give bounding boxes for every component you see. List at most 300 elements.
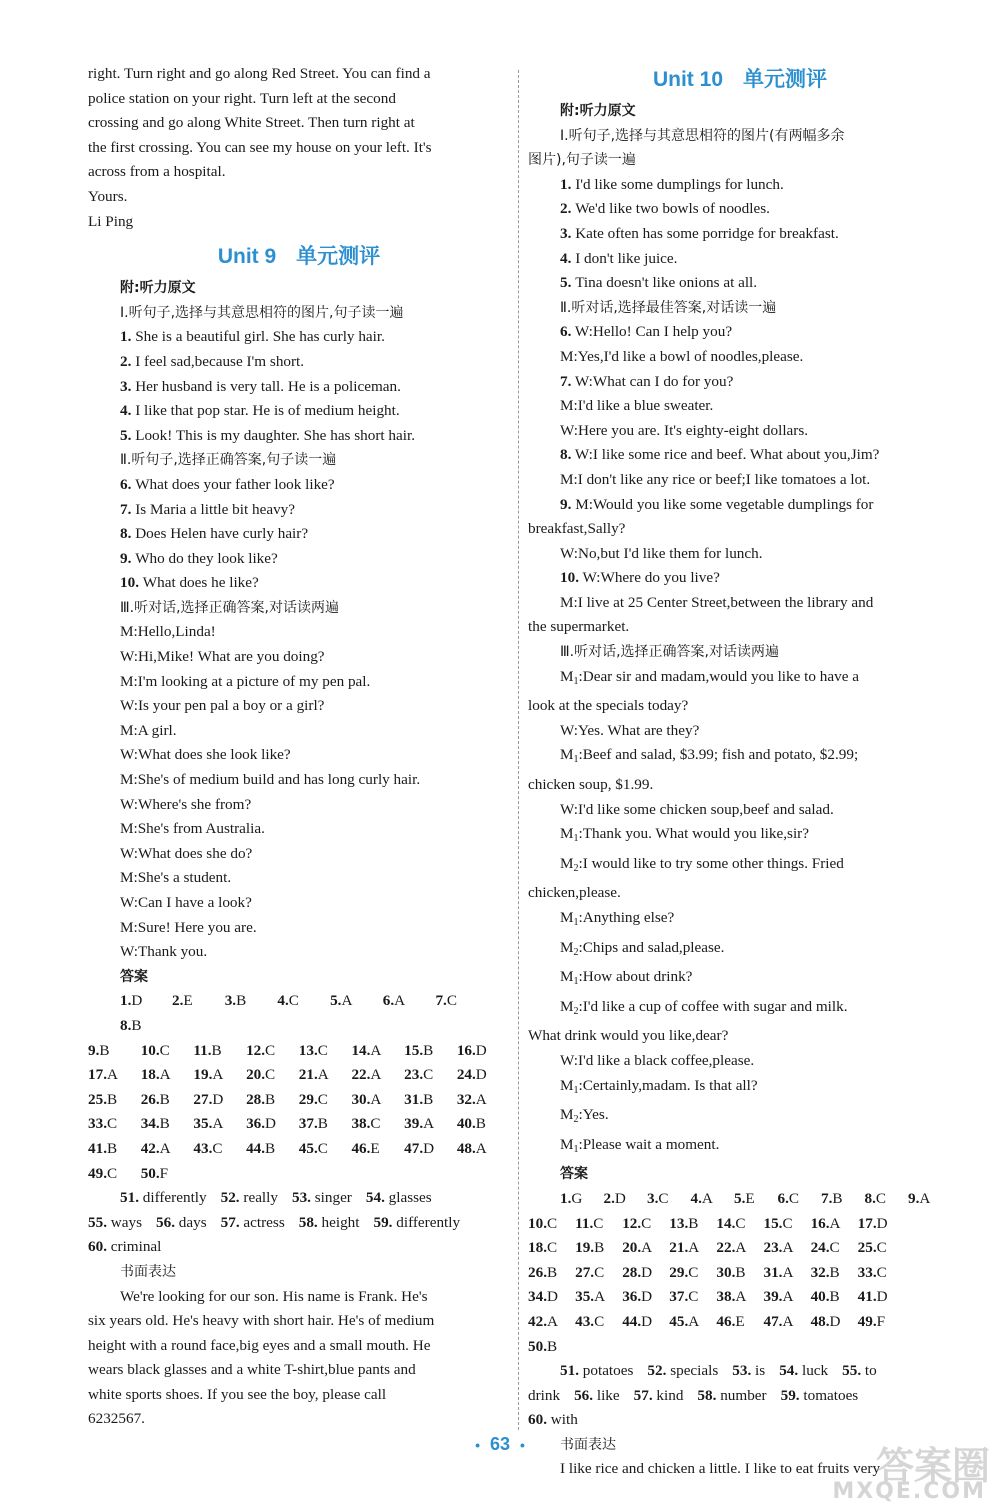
fill-number: 56.	[156, 1213, 179, 1231]
answer-item	[88, 1088, 141, 1113]
fill-word: specials	[670, 1362, 719, 1380]
answer-number: 25.	[88, 1090, 107, 1108]
sentence-item	[88, 547, 510, 572]
letter-line: across from a hospital.	[88, 163, 226, 181]
answer-number: 36.	[622, 1288, 642, 1306]
answer-item	[716, 1261, 763, 1286]
section-2-items	[88, 473, 510, 596]
answer-item	[457, 1063, 510, 1088]
item-number: 2.	[560, 200, 576, 218]
answer-letter: C	[546, 1214, 558, 1232]
answer-number: 3.	[224, 992, 237, 1010]
answer-letter: E	[735, 1312, 745, 1330]
answer-number: 3.	[647, 1189, 659, 1207]
fill-word: drink	[528, 1386, 561, 1404]
answer-item	[778, 1187, 822, 1212]
letter-closing: Yours.	[88, 187, 128, 205]
fill-word: height	[321, 1213, 360, 1231]
answer-item	[865, 1187, 909, 1212]
writing-heading: 书面表达	[120, 1263, 176, 1280]
dialogue-line: M:Yes,I'd like a bowl of noodles,please.	[560, 347, 804, 365]
item-number: 3.	[560, 224, 576, 242]
answer-letter: A	[919, 1189, 931, 1207]
answer-number: 50.	[140, 1164, 160, 1182]
answer-row	[88, 989, 510, 1038]
answer-item	[669, 1212, 716, 1237]
fill-item	[647, 1359, 718, 1384]
answer-number: 44.	[246, 1139, 266, 1157]
item-text: W:What can I do for you?	[571, 372, 734, 390]
section-3-heading: Ⅲ.听对话,选择正确答案,对话读两遍	[560, 644, 780, 661]
answer-number: 29.	[669, 1263, 689, 1281]
answer-letter: E	[745, 1189, 755, 1207]
item-number: 1.	[560, 175, 576, 193]
fill-word: ways	[110, 1213, 142, 1231]
answer-item	[858, 1261, 905, 1286]
fill-row	[528, 1359, 952, 1384]
answers-heading: 答案	[560, 1166, 588, 1183]
answer-item	[299, 1137, 352, 1162]
answer-item	[277, 989, 330, 1014]
dialogue-line: W:Thank you.	[120, 943, 208, 961]
dialogue-line	[528, 665, 952, 695]
answer-number: 33.	[88, 1115, 107, 1133]
fill-number: 55.	[842, 1362, 865, 1380]
sentence-item	[528, 247, 952, 272]
answer-letter: B	[829, 1288, 840, 1306]
item-text: Does Helen have curly hair?	[135, 525, 309, 543]
answer-letter: D	[641, 1288, 653, 1306]
answer-letter: C	[265, 1041, 276, 1059]
item-number: 7.	[560, 372, 572, 390]
answer-item	[351, 1112, 404, 1137]
answer-item	[811, 1236, 858, 1261]
answer-number: 26.	[140, 1090, 160, 1108]
answer-row	[528, 1310, 952, 1335]
answer-letter: D	[423, 1139, 435, 1157]
answer-item	[858, 1236, 905, 1261]
answer-item	[404, 1112, 457, 1137]
answer-row	[528, 1236, 952, 1261]
unit10-title: Unit 10 单元测评	[652, 68, 827, 91]
answer-item	[246, 1088, 299, 1113]
dialogue-line	[528, 566, 952, 591]
answer-letter: C	[288, 992, 299, 1010]
answer-letter: A	[735, 1288, 747, 1306]
answer-letter: C	[106, 1115, 118, 1133]
writing-paragraph	[88, 1285, 510, 1433]
section-1-heading: Ⅰ.听句子,选择与其意思相符的图片(有两幅多余	[560, 127, 845, 144]
answer-number: 47.	[404, 1139, 424, 1157]
fill-number: 52.	[647, 1362, 671, 1380]
item-number: 5.	[120, 426, 136, 444]
writing-line: white sports shoes. If you see the boy, please call	[88, 1385, 387, 1403]
answer-item	[716, 1285, 763, 1310]
fill-number: 52.	[220, 1189, 244, 1207]
answer-number: 43.	[575, 1312, 595, 1330]
answer-number: 48.	[456, 1139, 476, 1157]
answer-item	[622, 1285, 669, 1310]
answer-number: 30.	[716, 1263, 736, 1281]
answer-letter: B	[131, 1016, 142, 1034]
answers-grid	[88, 989, 510, 1186]
answer-number: 24.	[810, 1239, 830, 1257]
answer-number: 38.	[716, 1288, 736, 1306]
sentence-item	[528, 173, 952, 198]
dialogue-line	[528, 936, 952, 966]
dialogue-text: $M_2:I$ would like to try some other things. Fried	[560, 854, 844, 874]
answer-letter: A	[212, 1115, 224, 1133]
page-number: • 63 •	[475, 1434, 525, 1454]
item-text: Her husband is very tall. He is a policeman.	[135, 377, 401, 395]
answer-letter: C	[788, 1189, 800, 1207]
answer-letter: B	[546, 1263, 558, 1281]
answer-item	[383, 989, 436, 1014]
answer-letter: A	[212, 1066, 224, 1084]
fill-item	[842, 1359, 877, 1384]
fill-number: 58.	[697, 1386, 721, 1404]
answer-item	[225, 989, 278, 1014]
fill-word: with	[550, 1411, 578, 1429]
fill-row	[88, 1186, 510, 1211]
answer-letter: B	[106, 1139, 118, 1157]
dialogue-line	[528, 881, 952, 906]
answer-number: 5.	[734, 1189, 746, 1207]
answer-letter: C	[735, 1214, 746, 1232]
answer-number: 39.	[763, 1288, 783, 1306]
answer-item	[141, 1162, 194, 1187]
answer-letter: D	[641, 1312, 653, 1330]
section-2-dialogues	[528, 320, 952, 640]
dialogue-line: M:I'm looking at a picture of my pen pal.	[120, 672, 371, 690]
answer-number: 48.	[810, 1312, 830, 1330]
item-text: I don't like juice.	[575, 249, 678, 267]
answer-number: 2.	[172, 992, 184, 1010]
answer-letter: A	[317, 1066, 329, 1084]
writing-line: wears black glasses and a white T-shirt,blue pants and	[88, 1361, 416, 1379]
answer-item	[763, 1285, 810, 1310]
answer-letter: B	[317, 1115, 328, 1133]
fill-word: differently	[142, 1189, 207, 1207]
item-number: 7.	[120, 500, 136, 518]
answer-number: 7.	[435, 992, 447, 1010]
item-number: 9.	[560, 495, 572, 513]
fill-item	[88, 1235, 161, 1260]
dialogue-line	[528, 822, 952, 852]
dialogue-text: $M_1:Beef$ and salad, $3.99; fish and potato, $2.99;	[560, 746, 859, 766]
answer-number: 12.	[246, 1041, 266, 1059]
answer-item	[575, 1236, 622, 1261]
fill-item	[781, 1384, 859, 1409]
dialogue-line: M:Hello,Linda!	[120, 623, 216, 641]
fill-word: luck	[801, 1362, 829, 1380]
dialogue-text: $M_2:I'd$ like a cup of coffee with sugar and milk.	[560, 997, 848, 1017]
answer-letter: C	[317, 1139, 328, 1157]
answer-letter: B	[99, 1041, 110, 1059]
answer-letter: B	[832, 1189, 843, 1207]
answer-letter: A	[546, 1312, 558, 1330]
fill-word: like	[596, 1386, 620, 1404]
answer-number: 47.	[763, 1312, 783, 1330]
fill-item	[221, 1211, 285, 1236]
dialogue-line	[528, 743, 952, 773]
answer-number: 16.	[456, 1041, 476, 1059]
watermark-url: MXQE.COM	[832, 1479, 986, 1504]
item-number: 5.	[560, 274, 576, 292]
dialogue-line	[528, 995, 952, 1025]
sentence-item	[88, 325, 510, 350]
item-number: 4.	[120, 402, 136, 420]
answer-letter: B	[236, 992, 247, 1010]
answer-letter: D	[641, 1263, 653, 1281]
section-2-heading: Ⅱ.听对话,选择最佳答案,对话读一遍	[560, 299, 777, 316]
answer-letter: B	[546, 1337, 558, 1355]
dialogue-line: the supermarket.	[528, 618, 630, 636]
answer-letter: F	[876, 1312, 886, 1330]
item-number: 4.	[560, 249, 576, 267]
answer-letter: C	[688, 1263, 699, 1281]
item-text: We'd like two bowls of noodles.	[575, 200, 770, 218]
answer-row	[528, 1335, 952, 1360]
dialogue-line: M:I don't like any rice or beef;I like tomatoes a lot.	[560, 470, 871, 488]
answer-number: 39.	[404, 1115, 424, 1133]
answer-item	[351, 1088, 404, 1113]
answer-item	[404, 1063, 457, 1088]
dialogue-line: W:Can I have a look?	[120, 894, 252, 911]
fill-number: 60.	[88, 1238, 111, 1256]
dialogue-line: breakfast,Sally?	[528, 520, 626, 538]
answer-number: 8.	[120, 1016, 132, 1034]
fill-number: 57.	[633, 1386, 657, 1404]
answer-letter: A	[475, 1139, 487, 1157]
answer-item	[528, 1285, 575, 1310]
dialogue-line	[528, 1074, 952, 1104]
sentence-item	[88, 350, 510, 375]
fill-row	[88, 1235, 510, 1260]
answer-letter: C	[688, 1288, 699, 1306]
answer-letter: D	[212, 1090, 224, 1108]
fill-number: 57.	[220, 1213, 244, 1231]
answer-item	[193, 1137, 246, 1162]
answer-letter: D	[876, 1214, 888, 1232]
unit9-title: Unit 9 单元测评	[217, 245, 381, 269]
fill-item	[560, 1359, 633, 1384]
answer-item	[622, 1236, 669, 1261]
answer-letter: D	[475, 1041, 487, 1059]
answer-item	[193, 1063, 246, 1088]
answer-number: 27.	[575, 1263, 595, 1281]
dialogue-line: W:Is your pen pal a boy or a girl?	[120, 697, 325, 715]
fill-row	[528, 1384, 952, 1409]
dialogue-text: chicken,please.	[528, 884, 621, 902]
answer-row	[88, 1162, 510, 1187]
fill-item	[528, 1384, 560, 1409]
answer-letter: C	[594, 1263, 605, 1281]
answer-item	[299, 1112, 352, 1137]
answer-letter: C	[594, 1312, 605, 1330]
fill-word: differently	[396, 1213, 461, 1231]
fill-number: 54.	[365, 1189, 389, 1207]
answer-letter: B	[159, 1090, 170, 1108]
answer-number: 10.	[140, 1041, 160, 1059]
answer-item	[193, 1112, 246, 1137]
dialogue-text: look at the specials today?	[528, 697, 689, 715]
column-divider	[518, 70, 519, 1430]
answer-number: 19.	[575, 1239, 595, 1257]
fill-item	[528, 1408, 578, 1433]
answer-number: 11.	[193, 1041, 212, 1059]
answer-letter: B	[594, 1239, 605, 1257]
answer-item	[811, 1212, 858, 1237]
answers-grid	[528, 1187, 952, 1359]
fill-word: criminal	[110, 1238, 162, 1256]
answer-item	[120, 989, 172, 1014]
right-column	[528, 66, 952, 1482]
dialogue-line: M:A girl.	[120, 721, 177, 739]
fill-item	[373, 1211, 460, 1236]
answer-letter: F	[159, 1164, 169, 1182]
answer-number: 44.	[622, 1312, 642, 1330]
answer-number: 21.	[298, 1066, 318, 1084]
item-text: I like that pop star. He is of medium height.	[135, 402, 400, 420]
fill-item	[221, 1186, 278, 1211]
answer-item	[763, 1310, 810, 1335]
fill-item	[697, 1384, 766, 1409]
fill-number: 58.	[298, 1213, 322, 1231]
answer-item	[193, 1039, 246, 1064]
answer-item	[811, 1310, 858, 1335]
letter-line: police station on your right. Turn left at the second	[88, 89, 396, 107]
answer-row	[88, 1039, 510, 1064]
answer-letter: C	[159, 1041, 170, 1059]
dialogue-text: $M_2:Chips$ and salad,please.	[560, 938, 725, 958]
answer-number: 40.	[810, 1288, 830, 1306]
answer-letter: D	[876, 1288, 888, 1306]
answer-letter: E	[370, 1139, 380, 1157]
answer-item	[435, 989, 488, 1014]
item-text: Look! This is my daughter. She has short hair.	[135, 426, 416, 444]
answer-letter: B	[265, 1139, 276, 1157]
dialogue-line	[528, 1133, 952, 1163]
listening-heading: 附:听力原文	[560, 103, 636, 119]
answer-item	[858, 1310, 905, 1335]
dialogue-line	[528, 370, 952, 395]
answer-row	[528, 1285, 952, 1310]
answer-number: 32.	[810, 1263, 830, 1281]
answer-row	[528, 1187, 952, 1212]
answer-item	[908, 1187, 952, 1212]
dialogue-text: W:I'd like a black coffee,please.	[560, 1051, 755, 1069]
answer-number: 22.	[351, 1066, 371, 1084]
fill-word: to	[864, 1362, 877, 1380]
dialogue-line: M:I'd like a blue sweater.	[560, 397, 714, 415]
answer-item	[88, 1039, 141, 1064]
answer-letter: C	[265, 1066, 276, 1084]
answer-letter: A	[782, 1312, 794, 1330]
answer-item	[404, 1137, 457, 1162]
answer-item	[560, 1187, 604, 1212]
item-number: 9.	[120, 549, 136, 567]
answer-item	[647, 1187, 691, 1212]
answer-item	[299, 1039, 352, 1064]
answer-item	[858, 1285, 905, 1310]
section-1-items	[88, 325, 510, 448]
answer-item	[528, 1335, 575, 1360]
answer-row	[528, 1212, 952, 1237]
answer-item	[88, 1162, 141, 1187]
answer-item	[858, 1212, 905, 1237]
answer-letter: D	[614, 1189, 626, 1207]
answer-letter: C	[423, 1066, 434, 1084]
answer-item	[716, 1236, 763, 1261]
answer-number: 13.	[298, 1041, 318, 1059]
answer-number: 35.	[193, 1115, 213, 1133]
answer-item	[821, 1187, 865, 1212]
answer-number: 49.	[857, 1312, 877, 1330]
dialogue-line: M:I live at 25 Center Street,between the library and	[560, 593, 874, 611]
answer-letter: A	[701, 1189, 713, 1207]
answer-item	[404, 1039, 457, 1064]
item-text: W:Hello! Can I help you?	[571, 323, 733, 341]
answer-letter: A	[341, 992, 353, 1010]
fill-word: number	[720, 1386, 767, 1404]
answer-number: 31.	[404, 1090, 424, 1108]
answer-item	[404, 1088, 457, 1113]
sentence-item	[528, 222, 952, 247]
answer-item	[299, 1063, 352, 1088]
answer-number: 35.	[575, 1288, 595, 1306]
fill-number: 53.	[732, 1362, 756, 1380]
fill-number: 59.	[373, 1213, 397, 1231]
dialogue-text: What drink would you like,dear?	[528, 1027, 729, 1045]
answer-number: 10.	[528, 1214, 547, 1232]
answer-number: 13.	[669, 1214, 689, 1232]
answer-letter: B	[423, 1041, 434, 1059]
item-number: 1.	[120, 328, 136, 346]
dialogue-text: $M_2:Yes$.	[560, 1106, 609, 1126]
answer-number: 15.	[763, 1214, 783, 1232]
section-3-dialogue	[528, 665, 952, 1163]
answer-item	[811, 1261, 858, 1286]
answer-letter: A	[641, 1239, 653, 1257]
answer-item	[88, 1063, 141, 1088]
sentence-item	[88, 399, 510, 424]
answer-number: 7.	[821, 1189, 833, 1207]
item-number: 2.	[120, 352, 136, 370]
answer-item	[734, 1187, 778, 1212]
dialogue-text: $M_1:Certainly,madam$. Is that all?	[560, 1076, 758, 1096]
answer-letter: B	[475, 1115, 486, 1133]
dialogue-line	[528, 906, 952, 936]
answer-number: 28.	[246, 1090, 266, 1108]
answer-item	[351, 1137, 404, 1162]
writing-line: height with a round face,big eyes and a small mouth. He	[88, 1336, 431, 1354]
fill-number: 55.	[88, 1213, 111, 1231]
answer-number: 38.	[351, 1115, 371, 1133]
answer-number: 32.	[456, 1090, 476, 1108]
answer-letter: D	[131, 992, 143, 1010]
answer-number: 4.	[690, 1189, 702, 1207]
answer-letter: C	[370, 1115, 381, 1133]
fill-word: really	[243, 1189, 278, 1207]
fill-word: tomatoes	[803, 1386, 859, 1404]
fill-word: glasses	[388, 1189, 432, 1207]
fill-number: 51.	[560, 1362, 583, 1380]
fill-word: days	[178, 1213, 207, 1231]
item-text: W:Where do you live?	[578, 569, 720, 587]
item-text: Is Maria a little bit heavy?	[135, 500, 296, 518]
answer-letter: C	[876, 1263, 887, 1281]
